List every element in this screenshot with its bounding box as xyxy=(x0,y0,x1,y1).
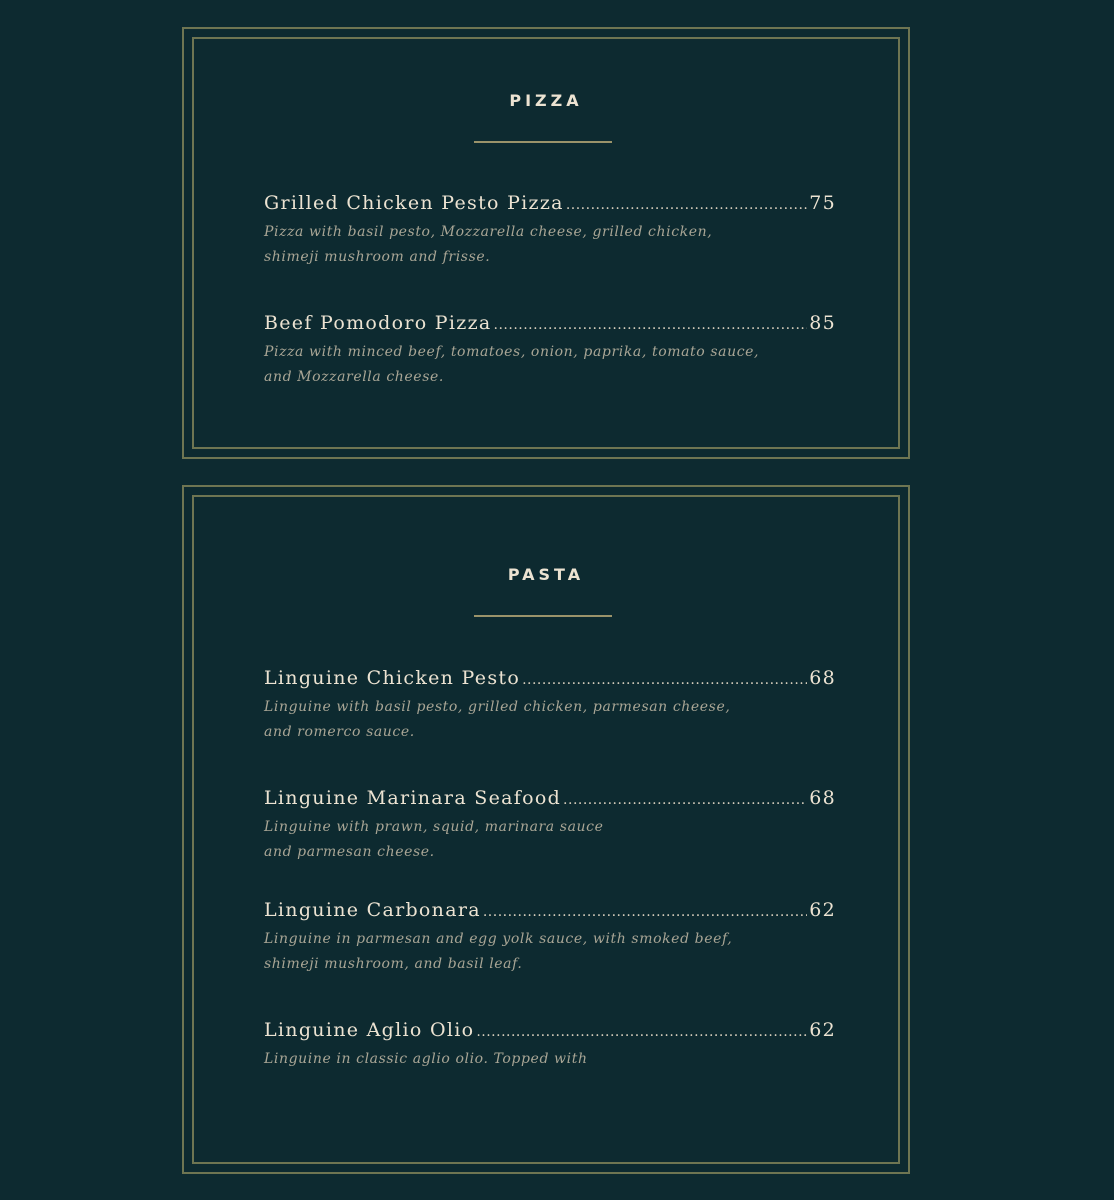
menu-item-header xyxy=(264,897,836,925)
section-title-pizza: PIZZA xyxy=(509,91,583,110)
menu-item-header xyxy=(264,1017,836,1045)
menu-item-price: 62 xyxy=(809,1019,836,1041)
section-title-pasta: PASTA xyxy=(507,565,585,584)
description-line: Linguine with basil pesto, grilled chicken, parmesan cheese, xyxy=(264,699,731,715)
dot-leader xyxy=(494,312,808,338)
dot-leader xyxy=(563,787,807,813)
menu-item-name: Linguine Chicken Pesto xyxy=(264,667,521,689)
menu-item-price: 85 xyxy=(809,312,836,334)
menu-card-pizza xyxy=(182,27,910,459)
menu-item xyxy=(264,310,836,390)
menu-item-header xyxy=(264,785,836,813)
menu-item-name: Linguine Carbonara xyxy=(264,899,481,921)
description-line: Linguine in parmesan and egg yolk sauce, with smoked beef, xyxy=(264,931,733,947)
menu-item-header xyxy=(264,665,836,693)
description-line: Pizza with minced beef, tomatoes, onion, paprika, tomato sauce, xyxy=(264,344,760,360)
menu-item-description xyxy=(264,695,836,745)
dot-leader xyxy=(522,667,807,693)
section-divider xyxy=(474,615,612,617)
menu-item xyxy=(264,665,836,745)
menu-item-price: 68 xyxy=(809,667,836,689)
menu-item-price: 62 xyxy=(809,899,836,921)
menu-item-description xyxy=(264,815,836,865)
description-line: Linguine in classic aglio olio. Topped with xyxy=(264,1051,588,1067)
menu-item-price: 75 xyxy=(809,192,836,214)
menu-item-price: 68 xyxy=(809,787,836,809)
description-line: and Mozzarella cheese. xyxy=(264,369,444,385)
menu-item-name: Grilled Chicken Pesto Pizza xyxy=(264,192,564,214)
description-line: and parmesan cheese. xyxy=(264,844,435,860)
dot-leader xyxy=(566,192,807,218)
menu-item-description xyxy=(264,1047,836,1072)
menu-item xyxy=(264,1017,836,1072)
description-line: shimeji mushroom, and basil leaf. xyxy=(264,956,523,972)
menu-item-name: Beef Pomodoro Pizza xyxy=(264,312,492,334)
menu-item-description xyxy=(264,340,836,390)
menu-item-name: Linguine Aglio Olio xyxy=(264,1019,475,1041)
menu-item xyxy=(264,190,836,270)
dot-leader xyxy=(476,1019,807,1045)
menu-item-header xyxy=(264,310,836,338)
menu-item-description xyxy=(264,927,836,977)
menu-item-name: Linguine Marinara Seafood xyxy=(264,787,562,809)
menu-item xyxy=(264,897,836,977)
dot-leader xyxy=(483,899,807,925)
description-line: Linguine with prawn, squid, marinara sauce xyxy=(264,819,604,835)
description-line: shimeji mushroom and frisse. xyxy=(264,249,491,265)
menu-item-header xyxy=(264,190,836,218)
menu-card-pasta xyxy=(182,485,910,1174)
menu-item-description xyxy=(264,220,836,270)
section-divider xyxy=(474,141,612,143)
menu-item xyxy=(264,785,836,865)
description-line: and romerco sauce. xyxy=(264,724,415,740)
description-line: Pizza with basil pesto, Mozzarella cheese, grilled chicken, xyxy=(264,224,713,240)
